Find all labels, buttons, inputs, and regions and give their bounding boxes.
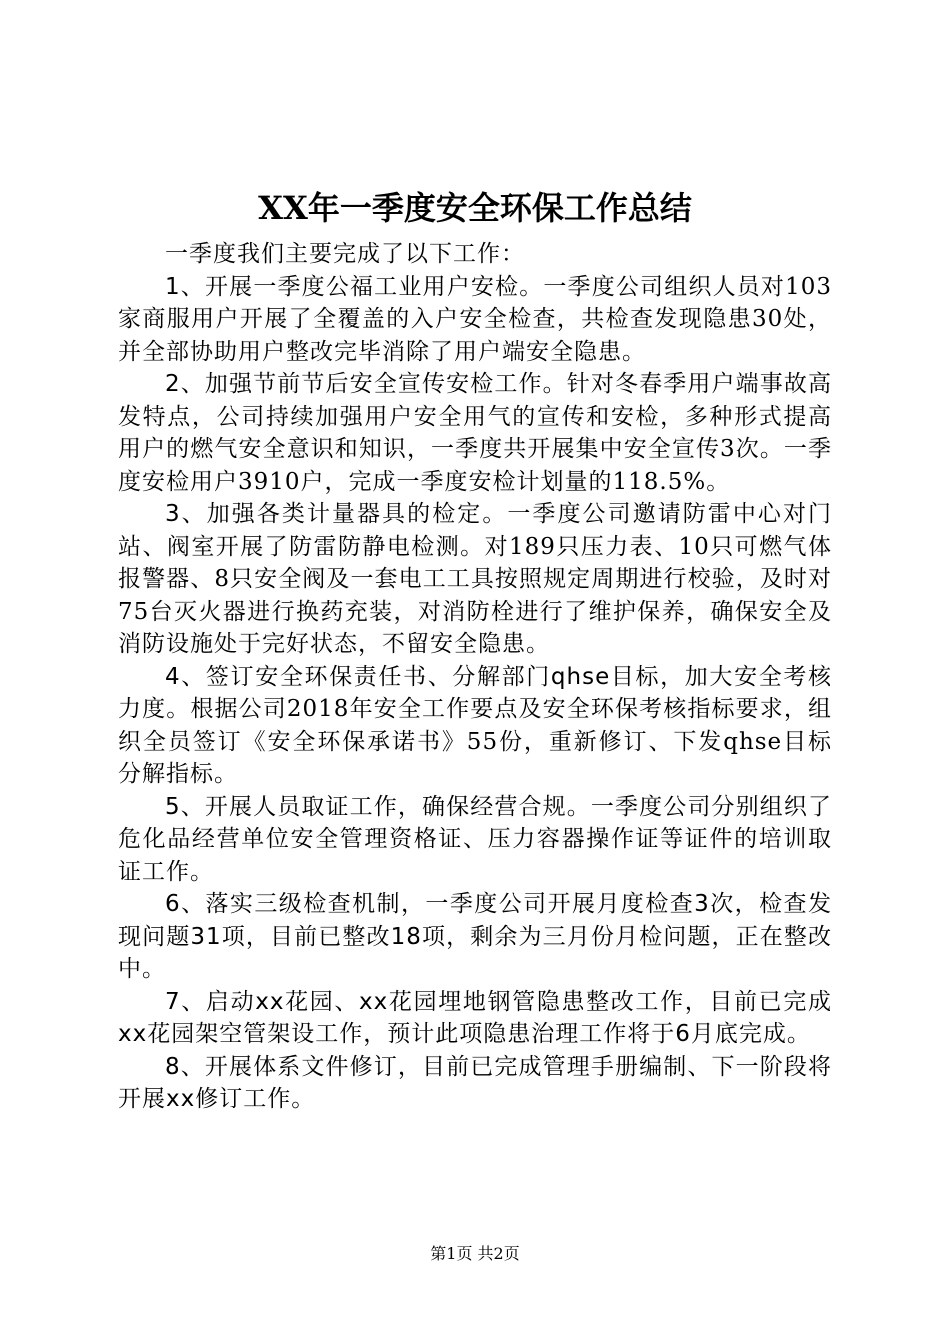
work-item-2 bbox=[118, 368, 832, 498]
work-item-heading: 5、开展人员取证工作，确保经营合规。 bbox=[165, 793, 591, 820]
work-item-1 bbox=[118, 271, 832, 369]
work-item-3 bbox=[118, 498, 832, 661]
page-number-footer: 第1页 共2页 bbox=[430, 1244, 520, 1263]
work-item-6: 6、落实三级检查机制，一季度公司开展月度检查3次，检查发现问题31项，目前已整改18项，剩余为三月份月检问题，正在整改中。 bbox=[118, 891, 832, 982]
work-item-heading: 3、加强各类计量器具的检定。 bbox=[165, 501, 508, 527]
work-item-body: 一季度公司邀请防雷中心对门站、阀室开展了防雷防静电检测。对189只压力表、10只可燃气体报警器、8只安全阀及一套电工工具按照规定周期进行校验，及时对75台灭火器进行换药充装，对消防栓进行了维护保养，确保安全及消防设施处于完好状态，不留安全隐患。 bbox=[118, 501, 833, 657]
work-item-heading: 4、签订安全环保责任书、分解部门qhse目标，加大安全考核力度。 bbox=[118, 663, 832, 722]
work-item-heading: 2、加强节前节后安全宣传安检工作。 bbox=[165, 371, 567, 397]
work-item-8: 8、开展体系文件修订，目前已完成管理手册编制、下一阶段将开展xx修订工作。 bbox=[118, 1053, 832, 1112]
work-item-body: 一季度公司分别组织了危化品经营单位安全管理资格证、压力容器操作证等证件的培训取证工作。 bbox=[118, 793, 832, 885]
work-item-body: 一季度公司组织人员对103家商服用户开展了全覆盖的入户安全检查，共检查发现隐患30处，并全部协助用户整改完毕消除了用户端安全隐患。 bbox=[118, 273, 832, 365]
page-title: XX年一季度安全环保工作总结 bbox=[258, 189, 692, 227]
work-item-body: 针对冬春季用户端事故高发特点，公司持续加强用户安全用气的宣传和安检，多种形式提高用户的燃气安全意识和知识，一季度共开展集中安全宣传3次。一季度安检用户3910户，完成一季度安检计划量的118.5%。 bbox=[118, 371, 832, 495]
work-item-7: 7、启动xx花园、xx花园埋地钢管隐患整改工作，目前已完成xx花园架空管架设工作，预计此项隐患治理工作将于6月底完成。 bbox=[118, 988, 832, 1047]
intro-paragraph: 一季度我们主要完成了以下工作： bbox=[165, 241, 525, 267]
work-item-heading: 1、开展一季度公福工业用户安检。 bbox=[165, 273, 544, 300]
work-item-body: 根据公司2018年安全工作要点及安全环保考核指标要求，组织全员签订《安全环保承诺书》55份，重新修订、下发qhse目标分解指标。 bbox=[118, 696, 832, 787]
work-item-5 bbox=[118, 791, 832, 889]
work-item-4 bbox=[118, 661, 832, 791]
document-body bbox=[118, 238, 832, 1116]
